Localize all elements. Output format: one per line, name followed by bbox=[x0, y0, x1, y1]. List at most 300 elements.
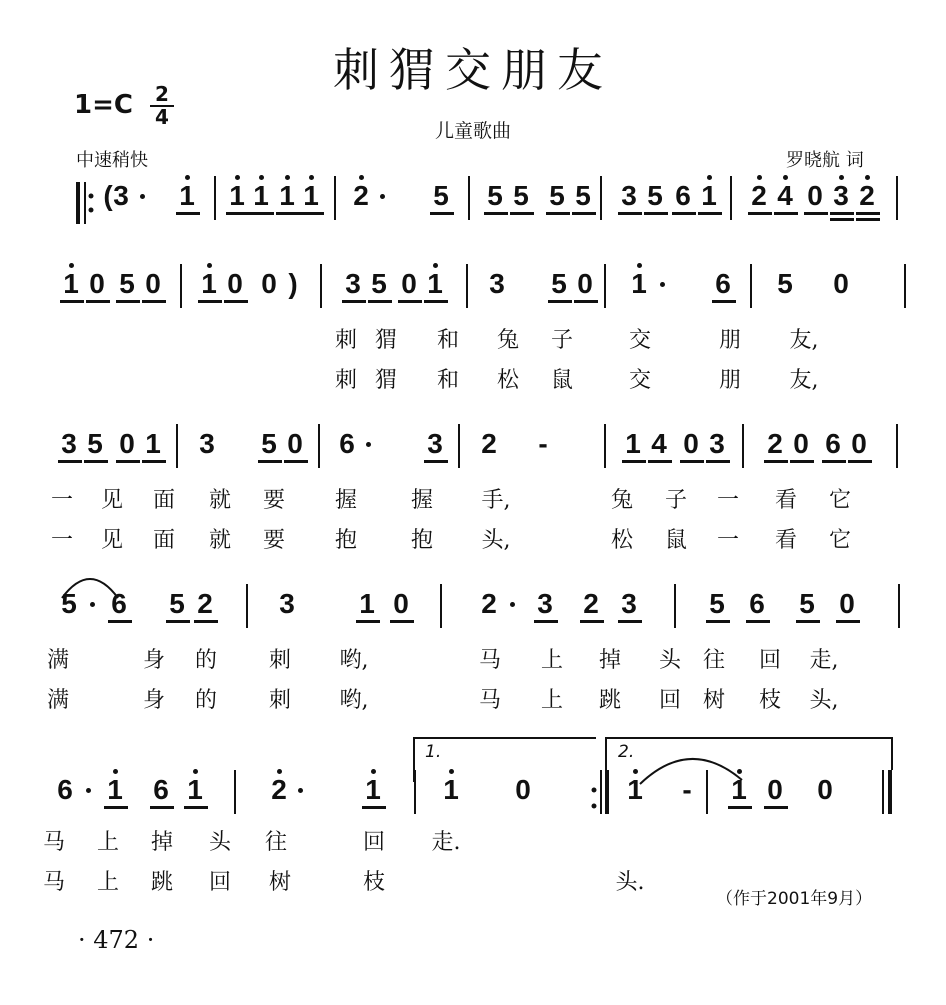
note-glyph: 0 bbox=[89, 268, 105, 299]
note-digit bbox=[828, 268, 854, 300]
note-glyph: 5 bbox=[119, 268, 135, 299]
underline-beam bbox=[284, 460, 308, 463]
note-glyph: 1 bbox=[443, 774, 459, 805]
lyric-syllable: 头 bbox=[208, 830, 231, 855]
underline-beam bbox=[250, 212, 274, 215]
note-digit bbox=[114, 428, 140, 460]
octave-up-dot bbox=[757, 175, 762, 180]
lyric-syllable: 一 bbox=[50, 488, 73, 513]
lyric-syllable: 抱 bbox=[410, 528, 433, 553]
note-digit bbox=[164, 588, 190, 620]
lyric-syllable: 友, bbox=[789, 328, 819, 353]
volta-1-label: 1. bbox=[425, 742, 442, 762]
note-digit bbox=[812, 774, 838, 806]
underline-beam bbox=[108, 620, 132, 623]
lyric-syllable: 上 bbox=[96, 830, 119, 855]
underline-beam bbox=[430, 212, 454, 215]
note-glyph: 0 bbox=[287, 428, 303, 459]
note-glyph: 5 bbox=[61, 588, 77, 619]
note-glyph: 5 bbox=[647, 180, 663, 211]
underline-beam bbox=[748, 212, 772, 215]
note-glyph: 5 bbox=[513, 180, 529, 211]
note-digit bbox=[422, 268, 448, 300]
lyric-syllable: 走, bbox=[809, 648, 839, 673]
bar-line bbox=[176, 424, 178, 468]
augmentation-dot bbox=[298, 788, 303, 793]
note-glyph: 6 bbox=[749, 588, 765, 619]
underline-beam bbox=[706, 460, 730, 463]
note-digit bbox=[510, 774, 536, 806]
note-glyph: 0 bbox=[767, 774, 783, 805]
lyric-syllable: 看 bbox=[774, 528, 797, 553]
note-digit bbox=[704, 588, 730, 620]
octave-up-dot bbox=[433, 263, 438, 268]
octave-up-dot bbox=[235, 175, 240, 180]
note-glyph: 3 bbox=[537, 588, 553, 619]
underline-beam bbox=[198, 300, 222, 303]
note-digit bbox=[56, 588, 82, 620]
underline-beam bbox=[698, 212, 722, 215]
note-glyph: 1 bbox=[631, 268, 647, 299]
note-digit bbox=[360, 774, 386, 806]
octave-up-dot bbox=[309, 175, 314, 180]
note-glyph: 1 bbox=[201, 268, 217, 299]
volta-2-label: 2. bbox=[618, 742, 635, 762]
note-glyph: ) bbox=[288, 268, 298, 299]
lyric-syllable: 马 bbox=[478, 688, 501, 713]
note-glyph: 6 bbox=[675, 180, 691, 211]
repeat-end-thick-bar bbox=[605, 770, 609, 814]
note-digit bbox=[544, 180, 570, 212]
note-glyph: 5 bbox=[799, 588, 815, 619]
lyric-syllable: 朋 bbox=[718, 328, 741, 353]
underline-beam bbox=[680, 460, 704, 463]
octave-up-dot bbox=[69, 263, 74, 268]
lyric-syllable: 上 bbox=[540, 648, 563, 673]
composition-date: （作于2001年9月） bbox=[716, 889, 873, 909]
page-number: · 472 · bbox=[78, 926, 155, 954]
note-digit bbox=[762, 428, 788, 460]
lyric-syllable: 要 bbox=[262, 528, 285, 553]
lyric-syllable: 身 bbox=[142, 688, 165, 713]
bar-line bbox=[904, 264, 906, 308]
underline-beam bbox=[706, 620, 730, 623]
note-digit bbox=[772, 180, 798, 212]
lyric-syllable: 朋 bbox=[718, 368, 741, 393]
final-thick-bar bbox=[888, 770, 892, 814]
note-digit bbox=[340, 268, 366, 300]
lyric-syllable: 一 bbox=[50, 528, 73, 553]
lyric-syllable: 友, bbox=[789, 368, 819, 393]
note-digit bbox=[772, 268, 798, 300]
note-digit bbox=[616, 588, 642, 620]
bar-line bbox=[604, 264, 606, 308]
note-digit bbox=[222, 268, 248, 300]
lyric-syllable: 枝 bbox=[362, 870, 385, 895]
underline-beam bbox=[580, 620, 604, 623]
note-glyph: 1 bbox=[229, 180, 245, 211]
octave-up-dot bbox=[359, 175, 364, 180]
lyric-syllable: 跳 bbox=[598, 688, 621, 713]
note-glyph: 0 bbox=[401, 268, 417, 299]
octave-up-dot bbox=[185, 175, 190, 180]
lyric-syllable: 头. bbox=[615, 870, 645, 895]
repeat-end-thin-bar bbox=[600, 770, 602, 814]
note-digit bbox=[746, 180, 772, 212]
note-digit bbox=[102, 774, 128, 806]
note-glyph: 5 bbox=[87, 428, 103, 459]
bar-line bbox=[898, 584, 900, 628]
octave-up-dot bbox=[193, 769, 198, 774]
note-glyph: 2 bbox=[583, 588, 599, 619]
underline-beam bbox=[194, 620, 218, 623]
bar-line bbox=[896, 176, 898, 220]
lyric-syllable: 见 bbox=[100, 488, 123, 513]
underline-beam bbox=[116, 300, 140, 303]
repeat-start-thin-bar bbox=[84, 182, 86, 224]
note-glyph: 0 bbox=[683, 428, 699, 459]
bar-line bbox=[468, 176, 470, 220]
dash-mark bbox=[674, 774, 700, 806]
underline-beam bbox=[116, 460, 140, 463]
lyric-syllable: 走. bbox=[431, 830, 461, 855]
bar-line bbox=[234, 770, 236, 814]
note-glyph: 1 bbox=[145, 428, 161, 459]
underline-beam bbox=[764, 806, 788, 809]
note-digit bbox=[802, 180, 828, 212]
lyric-syllable: 交 bbox=[628, 328, 651, 353]
note-digit bbox=[108, 180, 134, 212]
underline-beam bbox=[58, 460, 82, 463]
lyric-syllable: 回 bbox=[758, 648, 781, 673]
note-digit bbox=[282, 428, 308, 460]
note-digit bbox=[388, 588, 414, 620]
note-glyph: 0 bbox=[839, 588, 855, 619]
note-glyph: 1 bbox=[303, 180, 319, 211]
note-digit bbox=[298, 180, 324, 212]
lyric-syllable: 满 bbox=[46, 688, 69, 713]
note-glyph: 5 bbox=[551, 268, 567, 299]
note-glyph: 3 bbox=[833, 180, 849, 211]
octave-up-dot bbox=[207, 263, 212, 268]
lyric-syllable: 握 bbox=[410, 488, 433, 513]
note-digit bbox=[570, 180, 596, 212]
lyric-syllable: 往 bbox=[702, 648, 725, 673]
bar-line bbox=[730, 176, 732, 220]
lyric-syllable: 和 bbox=[436, 368, 459, 393]
note-glyph: 5 bbox=[433, 180, 449, 211]
note-digit bbox=[56, 428, 82, 460]
note-digit bbox=[620, 428, 646, 460]
underline-beam bbox=[546, 212, 570, 215]
lyric-syllable: 一 bbox=[716, 488, 739, 513]
note-glyph: 2 bbox=[481, 428, 497, 459]
lyric-syllable: 交 bbox=[628, 368, 651, 393]
note-digit bbox=[266, 774, 292, 806]
note-glyph: 5 bbox=[261, 428, 277, 459]
bar-line bbox=[334, 176, 336, 220]
lyricist-credit: 罗晓航 词 bbox=[786, 150, 864, 171]
augmentation-dot bbox=[86, 788, 91, 793]
lyric-syllable: 兔 bbox=[610, 488, 633, 513]
lyric-syllable: 面 bbox=[152, 528, 175, 553]
underline-beam bbox=[774, 212, 798, 215]
underline-beam bbox=[60, 300, 84, 303]
lyric-syllable: 马 bbox=[42, 870, 65, 895]
note-glyph: 0 bbox=[793, 428, 809, 459]
note-glyph: 0 bbox=[145, 268, 161, 299]
note-glyph: 5 bbox=[487, 180, 503, 211]
note-digit bbox=[646, 428, 672, 460]
lyric-syllable: 和 bbox=[436, 328, 459, 353]
underline-beam bbox=[822, 460, 846, 463]
bar-line bbox=[318, 424, 320, 468]
underline-beam bbox=[258, 460, 282, 463]
underline-beam bbox=[368, 300, 392, 303]
augmentation-dot bbox=[660, 282, 665, 287]
note-glyph: 3 bbox=[709, 428, 725, 459]
note-digit bbox=[106, 588, 132, 620]
lyric-syllable: 上 bbox=[540, 688, 563, 713]
note-glyph: 3 bbox=[621, 180, 637, 211]
note-digit bbox=[834, 588, 860, 620]
note-digit bbox=[182, 774, 208, 806]
lyric-syllable: 马 bbox=[42, 830, 65, 855]
lyric-syllable: 枝 bbox=[758, 688, 781, 713]
lyric-syllable: 鼠 bbox=[664, 528, 687, 553]
note-digit bbox=[678, 428, 704, 460]
bar-line bbox=[246, 584, 248, 628]
note-digit bbox=[744, 588, 770, 620]
underline-beam bbox=[790, 460, 814, 463]
note-glyph: 1 bbox=[107, 774, 123, 805]
augmentation-dot bbox=[140, 194, 145, 199]
note-glyph: 1 bbox=[365, 774, 381, 805]
augmentation-dot bbox=[380, 194, 385, 199]
note-glyph: 0 bbox=[807, 180, 823, 211]
lyric-syllable: 头 bbox=[658, 648, 681, 673]
note-digit bbox=[622, 774, 648, 806]
note-digit bbox=[476, 588, 502, 620]
octave-up-dot bbox=[637, 263, 642, 268]
note-glyph: 1 bbox=[731, 774, 747, 805]
note-digit bbox=[422, 428, 448, 460]
lyric-syllable: 往 bbox=[264, 830, 287, 855]
underline-beam bbox=[424, 300, 448, 303]
bar-line bbox=[466, 264, 468, 308]
lyric-syllable: 手, bbox=[481, 488, 511, 513]
lyric-syllable: 猬 bbox=[374, 328, 397, 353]
note-digit bbox=[482, 180, 508, 212]
octave-up-dot bbox=[865, 175, 870, 180]
note-glyph: 0 bbox=[119, 428, 135, 459]
note-glyph: 0 bbox=[227, 268, 243, 299]
lyric-syllable: 要 bbox=[262, 488, 285, 513]
underline-beam bbox=[574, 300, 598, 303]
note-digit bbox=[334, 428, 360, 460]
octave-up-dot bbox=[737, 769, 742, 774]
lyric-syllable: 跳 bbox=[150, 870, 173, 895]
underline-beam bbox=[510, 212, 534, 215]
note-glyph: 0 bbox=[851, 428, 867, 459]
note-digit bbox=[546, 268, 572, 300]
note-glyph: 5 bbox=[709, 588, 725, 619]
dash-mark bbox=[530, 428, 556, 460]
repeat-start-thick-bar bbox=[76, 182, 80, 224]
lyric-syllable: 马 bbox=[478, 648, 501, 673]
note-digit bbox=[438, 774, 464, 806]
note-glyph: 1 bbox=[701, 180, 717, 211]
note-digit bbox=[82, 428, 108, 460]
note-glyph: 0 bbox=[833, 268, 849, 299]
lyric-syllable: 满 bbox=[46, 648, 69, 673]
underline-beam bbox=[398, 300, 422, 303]
note-glyph: 1 bbox=[253, 180, 269, 211]
lyric-syllable: 刺 bbox=[268, 688, 291, 713]
lyric-syllable: 的 bbox=[194, 648, 217, 673]
note-glyph: 3 bbox=[621, 588, 637, 619]
underline-beam bbox=[548, 300, 572, 303]
bar-line bbox=[180, 264, 182, 308]
note-digit bbox=[174, 180, 200, 212]
octave-up-dot bbox=[277, 769, 282, 774]
lyric-syllable: 掉 bbox=[150, 830, 173, 855]
note-digit bbox=[256, 268, 282, 300]
underline-beam bbox=[746, 620, 770, 623]
underline-beam bbox=[390, 620, 414, 623]
lyric-syllable: 上 bbox=[96, 870, 119, 895]
underline-beam bbox=[362, 806, 386, 809]
note-glyph: ( bbox=[103, 180, 113, 211]
note-digit bbox=[224, 180, 250, 212]
underline-beam bbox=[84, 460, 108, 463]
lyric-syllable: 身 bbox=[142, 648, 165, 673]
underline-beam bbox=[764, 460, 788, 463]
underline-beam bbox=[150, 806, 174, 809]
note-glyph: 5 bbox=[169, 588, 185, 619]
bracket-mark bbox=[280, 268, 306, 300]
note-digit bbox=[820, 428, 846, 460]
note-glyph: 6 bbox=[153, 774, 169, 805]
lyric-syllable: 鼠 bbox=[550, 368, 573, 393]
octave-up-dot bbox=[633, 769, 638, 774]
augmentation-dot bbox=[366, 442, 371, 447]
underline-beam bbox=[166, 620, 190, 623]
octave-up-dot bbox=[707, 175, 712, 180]
time-signature-bottom: 4 bbox=[155, 105, 169, 129]
note-glyph: 1 bbox=[179, 180, 195, 211]
note-glyph: 1 bbox=[63, 268, 79, 299]
lyric-syllable: 见 bbox=[100, 528, 123, 553]
bar-line bbox=[742, 424, 744, 468]
note-glyph: 6 bbox=[111, 588, 127, 619]
note-glyph: 6 bbox=[715, 268, 731, 299]
note-glyph: 1 bbox=[279, 180, 295, 211]
note-digit bbox=[84, 268, 110, 300]
bar-line bbox=[750, 264, 752, 308]
bar-line bbox=[320, 264, 322, 308]
underline-beam bbox=[848, 460, 872, 463]
underline-beam bbox=[226, 212, 250, 215]
repeat-start-dot-lower bbox=[89, 208, 94, 213]
octave-up-dot bbox=[113, 769, 118, 774]
note-glyph: 1 bbox=[427, 268, 443, 299]
note-digit bbox=[114, 268, 140, 300]
note-glyph: 2 bbox=[271, 774, 287, 805]
augmentation-dot bbox=[510, 602, 515, 607]
note-digit bbox=[256, 428, 282, 460]
lyric-syllable: 一 bbox=[716, 528, 739, 553]
time-signature-top: 2 bbox=[150, 84, 174, 107]
key-signature: 1=C bbox=[74, 90, 133, 120]
underline-beam-second bbox=[856, 218, 880, 221]
repeat-end-dot-lower bbox=[592, 804, 597, 809]
lyric-syllable: 就 bbox=[208, 488, 231, 513]
note-glyph: 3 bbox=[279, 588, 295, 619]
underline-beam bbox=[712, 300, 736, 303]
note-digit bbox=[476, 428, 502, 460]
note-glyph: - bbox=[538, 428, 548, 459]
note-digit bbox=[354, 588, 380, 620]
note-digit bbox=[726, 774, 752, 806]
note-glyph: 2 bbox=[197, 588, 213, 619]
lyric-syllable: 它 bbox=[828, 488, 851, 513]
note-glyph: 3 bbox=[489, 268, 505, 299]
repeat-end-dot-upper bbox=[592, 788, 597, 793]
note-digit bbox=[642, 180, 668, 212]
underline-beam bbox=[644, 212, 668, 215]
note-digit bbox=[428, 180, 454, 212]
bar-line bbox=[600, 176, 602, 220]
underline-beam bbox=[836, 620, 860, 623]
note-digit bbox=[140, 268, 166, 300]
lyric-syllable: 树 bbox=[268, 870, 291, 895]
lyric-syllable: 抱 bbox=[334, 528, 357, 553]
note-glyph: 1 bbox=[627, 774, 643, 805]
note-glyph: 1 bbox=[187, 774, 203, 805]
note-glyph: 5 bbox=[549, 180, 565, 211]
note-digit bbox=[484, 268, 510, 300]
note-glyph: 5 bbox=[575, 180, 591, 211]
lyric-syllable: 回 bbox=[658, 688, 681, 713]
octave-up-dot bbox=[285, 175, 290, 180]
note-glyph: 6 bbox=[339, 428, 355, 459]
lyric-syllable: 掉 bbox=[598, 648, 621, 673]
underline-beam bbox=[276, 212, 300, 215]
underline-beam bbox=[142, 300, 166, 303]
bar-line bbox=[214, 176, 216, 220]
augmentation-dot bbox=[90, 602, 95, 607]
underline-beam bbox=[104, 806, 128, 809]
repeat-start-dot-upper bbox=[89, 194, 94, 199]
underline-beam bbox=[184, 806, 208, 809]
lyric-syllable: 松 bbox=[496, 368, 519, 393]
note-glyph: 0 bbox=[577, 268, 593, 299]
note-glyph: 5 bbox=[371, 268, 387, 299]
note-glyph: 2 bbox=[751, 180, 767, 211]
note-glyph: 3 bbox=[427, 428, 443, 459]
note-digit bbox=[828, 180, 854, 212]
note-glyph: 6 bbox=[57, 774, 73, 805]
note-glyph: 2 bbox=[481, 588, 497, 619]
bar-line bbox=[674, 584, 676, 628]
note-digit bbox=[854, 180, 880, 212]
note-digit bbox=[194, 428, 220, 460]
note-digit bbox=[846, 428, 872, 460]
note-glyph: 0 bbox=[261, 268, 277, 299]
note-digit bbox=[192, 588, 218, 620]
note-glyph: 0 bbox=[393, 588, 409, 619]
